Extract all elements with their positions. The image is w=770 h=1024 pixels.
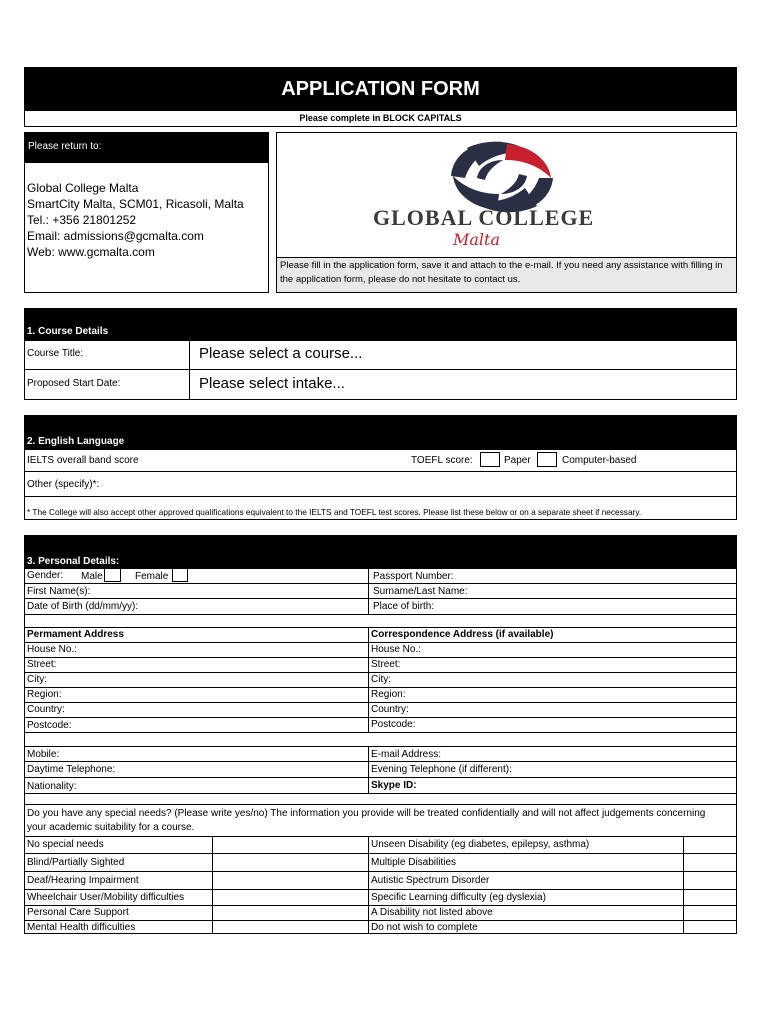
dob-label: Date of Birth (dd/mm/yy):: [27, 601, 139, 612]
needs-left-answer-5[interactable]: [213, 906, 368, 920]
other-specify-label: Other (specify)*:: [27, 479, 100, 490]
corr-country-label: Country:: [371, 704, 409, 715]
gender-male-label: Male: [81, 571, 103, 582]
rule-13: [24, 761, 737, 762]
perm-region-label: Region:: [27, 689, 62, 700]
needs-right-answer-3[interactable]: [684, 872, 736, 889]
return-line-4: Email: admissions@gcmalta.com: [27, 229, 204, 243]
logo-name: GLOBAL COLLEGE: [373, 205, 595, 230]
permanent-address-heading: Permament Address: [27, 629, 124, 640]
mid-divider-contact: [368, 746, 369, 793]
rule-6: [24, 657, 737, 658]
course-heading: 1. Course Details: [27, 326, 109, 337]
gender-label: Gender:: [27, 570, 64, 581]
rule-10: [24, 717, 737, 718]
rule-11: [24, 732, 737, 733]
skype-label: Skype ID:: [371, 780, 417, 791]
rule-8: [24, 687, 737, 688]
rule-4: [24, 627, 737, 628]
gender-female-label: Female: [135, 571, 169, 582]
needs-right-answer-5[interactable]: [684, 906, 736, 920]
return-line-3: Tel.: +356 21801252: [27, 213, 137, 227]
needs-left-3: Deaf/Hearing Impairment: [27, 875, 139, 886]
needs-right-4: Specific Learning difficulty (eg dyslexia): [371, 892, 546, 903]
perm-city-label: City:: [27, 674, 47, 685]
perm-house-label: House No.:: [27, 644, 78, 655]
rule-19: [24, 871, 737, 872]
course-table: [24, 340, 737, 400]
rule-18: [24, 853, 737, 854]
rule-16: [24, 804, 737, 805]
needs-left-5: Personal Care Support: [27, 907, 129, 918]
needs-left-answer-1[interactable]: [213, 837, 368, 853]
english-heading-bar: [24, 415, 737, 449]
perm-street-label: Street:: [27, 659, 57, 670]
course-row-divider: [24, 369, 737, 370]
english-row-divider-2: [24, 496, 737, 497]
needs-right-answer-4[interactable]: [684, 890, 736, 905]
rule-15: [24, 793, 737, 794]
ielts-label: IELTS overall band score: [27, 455, 139, 466]
needs-right-answer-1[interactable]: [684, 837, 736, 853]
course-title-label: Course Title:: [27, 348, 84, 359]
logo-box: [276, 132, 737, 258]
form-title-bar: [24, 67, 737, 111]
toefl-computer-label: Computer-based: [562, 455, 637, 466]
surname-label: Surname/Last Name:: [373, 586, 468, 597]
rule-21: [24, 905, 737, 906]
needs-right-6: Do not wish to complete: [371, 922, 478, 933]
corr-street-label: Street:: [371, 659, 401, 670]
rule-12: [24, 746, 737, 747]
english-note: * The College will also accept other approved qualifications equivalent to the IELTS and TOEFL test scores. Please list these below or on a separate sheet if necessary.: [27, 507, 642, 517]
personal-heading: 3. Personal Details:: [27, 556, 120, 567]
needs-left-answer-2[interactable]: [213, 854, 368, 871]
toefl-computer-checkbox[interactable]: [537, 452, 557, 467]
instructions-box: [276, 258, 737, 293]
return-line-2: SmartCity Malta, SCM01, Ricasoli, Malta: [27, 197, 244, 211]
mobile-label: Mobile:: [27, 749, 60, 760]
needs-left-2: Blind/Partially Sighted: [27, 857, 125, 868]
rule-5: [24, 642, 737, 643]
toefl-label: TOEFL score:: [411, 455, 473, 466]
rule-3: [24, 614, 737, 615]
rule-7: [24, 672, 737, 673]
needs-right-2: Multiple Disabilities: [371, 857, 457, 868]
english-heading: 2. English Language: [27, 436, 125, 447]
course-title-select[interactable]: Please select a course...: [199, 345, 363, 362]
needs-right-1: Unseen Disability (eg diabetes, epilepsy, asthma): [371, 839, 590, 850]
course-start-select[interactable]: Please select intake...: [199, 375, 345, 392]
needs-right-answer-2[interactable]: [684, 854, 736, 871]
rule-22: [24, 920, 737, 921]
pob-label: Place of birth:: [373, 601, 435, 612]
return-heading-bar: [24, 132, 269, 162]
toefl-paper-checkbox[interactable]: [480, 452, 500, 467]
form-subtitle: Please complete in BLOCK CAPITALS: [299, 113, 462, 123]
needs-left-4: Wheelchair User/Mobility difficulties: [27, 892, 185, 903]
course-heading-bar: [24, 308, 737, 340]
needs-left-1: No special needs: [27, 839, 104, 850]
return-heading: Please return to:: [28, 141, 102, 152]
needs-left-answer-4[interactable]: [213, 890, 368, 905]
needs-right-answer-6[interactable]: [684, 921, 736, 934]
toefl-paper-label: Paper: [504, 455, 531, 466]
needs-right-3: Autistic Spectrum Disorder: [371, 875, 490, 886]
personal-heading-bar: [24, 535, 737, 568]
nationality-label: Nationality:: [27, 781, 77, 792]
rule-14: [24, 777, 737, 778]
course-col-divider: [189, 340, 190, 400]
needs-right-5: A Disability not listed above: [371, 907, 493, 918]
course-start-label: Proposed Start Date:: [27, 378, 121, 389]
rule-1: [24, 583, 737, 584]
english-row-divider-1: [24, 471, 737, 472]
return-address-box: [24, 162, 269, 293]
rule-17: [24, 836, 737, 837]
passport-label: Passport Number:: [373, 571, 454, 582]
corr-postcode-label: Postcode:: [371, 719, 416, 730]
mid-divider-needs: [368, 836, 369, 934]
mid-divider-address: [368, 627, 369, 732]
rule-9: [24, 702, 737, 703]
corr-city-label: City:: [371, 674, 391, 685]
special-needs-question: Do you have any special needs? (Please write yes/no) The information you provide will be treated confidentially and will not affect judgements concerning your academic suitability for a course.: [27, 808, 706, 833]
gender-female-checkbox[interactable]: [172, 568, 188, 582]
form-title: APPLICATION FORM: [281, 78, 480, 100]
return-line-5: Web: www.gcmalta.com: [27, 245, 155, 259]
correspondence-address-heading: Correspondence Address (if available): [371, 629, 554, 640]
first-name-label: First Name(s):: [27, 586, 91, 597]
corr-house-label: House No.:: [371, 644, 422, 655]
needs-left-answer-3[interactable]: [213, 872, 368, 889]
instructions-text: Please fill in the application form, save it and attach to the e-mail. If you need any assistance with filling in the application form, please do not hesitate to contact us.: [280, 260, 723, 285]
email-label: E-mail Address:: [371, 749, 442, 760]
form-subtitle-row: [24, 111, 737, 127]
corr-region-label: Region:: [371, 689, 406, 700]
mid-divider-top: [368, 568, 369, 614]
evening-phone-label: Evening Telephone (if different):: [371, 764, 512, 775]
needs-left-6: Mental Health difficulties: [27, 922, 136, 933]
rule-2: [24, 598, 737, 599]
rule-20: [24, 889, 737, 890]
daytime-phone-label: Daytime Telephone:: [27, 764, 116, 775]
perm-postcode-label: Postcode:: [27, 720, 72, 731]
logo-script: Malta: [453, 230, 501, 249]
gender-male-checkbox[interactable]: [104, 568, 121, 582]
perm-country-label: Country:: [27, 704, 65, 715]
return-line-1: Global College Malta: [27, 181, 139, 195]
needs-left-answer-6[interactable]: [213, 921, 368, 934]
